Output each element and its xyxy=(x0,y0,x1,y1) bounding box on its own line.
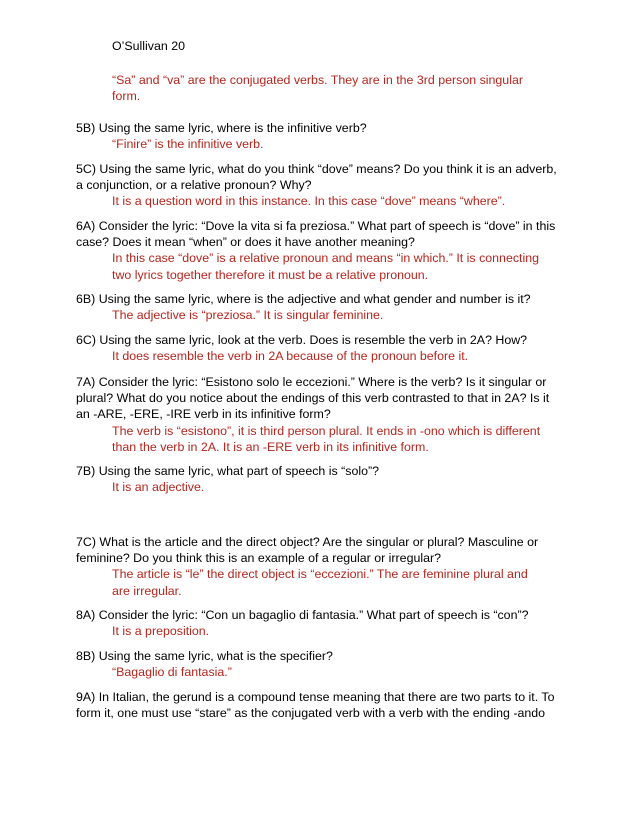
question xyxy=(76,161,586,193)
answer xyxy=(112,566,586,598)
answer-line: The article is “le” the direct object is “eccezioni.” The are feminine plural and xyxy=(112,567,528,582)
question-line: plural? What do you notice about the endings of this verb contrasted to that in 2A? Is it xyxy=(76,391,550,406)
question-line: an -ARE, -ERE, -IRE verb in its infinitive form? xyxy=(76,407,331,422)
answer-line: It is a preposition. xyxy=(112,624,210,639)
question-line: feminine? Do you think this is an example of a regular or irregular? xyxy=(76,551,442,566)
answer-block-5a xyxy=(76,72,586,104)
question-line: case? Does it mean “when” or does it have another meaning? xyxy=(76,235,415,250)
question-line: 6A) Consider the lyric: “Dove la vita si fa preziosa.” What part of speech is “dove” in this xyxy=(76,219,556,233)
answer-line: The verb is “esistono”, it is third person plural. It ends in -ono which is different xyxy=(112,423,541,438)
question-block-6b xyxy=(76,291,586,323)
question-line: 5C) Using the same lyric, what do you think “dove” means? Do you think it is an adverb, xyxy=(76,162,557,176)
answer-line: than the verb in 2A. It is an -ERE verb in its infinitive form. xyxy=(112,439,429,454)
question xyxy=(76,374,586,423)
question-line: form it, one must use “stare” as the conjugated verb with a verb with the ending -ando xyxy=(76,706,546,721)
question-line: 7A) Consider the lyric: “Esistono solo le eccezioni.” Where is the verb? Is it singular or xyxy=(76,375,547,389)
question xyxy=(76,291,586,307)
question xyxy=(76,218,586,250)
question-block-8b xyxy=(76,648,586,680)
answer xyxy=(112,136,586,152)
question-block-7a xyxy=(76,374,586,455)
page-header: O’Sullivan 20 xyxy=(112,39,186,53)
answer-line: It is a question word in this instance. In this case “dove” means “where”. xyxy=(112,194,506,209)
answer-line: “Sa” and “va” are the conjugated verbs. They are in the 3rd person singular xyxy=(112,73,523,87)
question xyxy=(76,463,586,479)
question-block-6c xyxy=(76,332,586,364)
answer-line: form. xyxy=(112,89,141,104)
question xyxy=(76,648,586,664)
question xyxy=(76,689,586,721)
answer xyxy=(112,479,586,495)
question-line: 6C) Using the same lyric, look at the verb. Does is resemble the verb in 2A? How? xyxy=(76,333,528,347)
answer-line: are irregular. xyxy=(112,583,182,598)
answer-line: In this case “dove” is a relative pronoun and means “in which.” It is connecting xyxy=(112,251,540,266)
question-line: 8B) Using the same lyric, what is the specifier? xyxy=(76,649,333,663)
question-line: 6B) Using the same lyric, where is the adjective and what gender and number is it? xyxy=(76,292,531,306)
answer xyxy=(112,348,586,364)
answer-line: It does resemble the verb in 2A because of the pronoun before it. xyxy=(112,349,469,364)
question-block-5c xyxy=(76,161,586,210)
answer-line: “Finire” is the infinitive verb. xyxy=(112,137,264,152)
question-block-8a xyxy=(76,607,586,639)
question-line: 9A) In Italian, the gerund is a compound tense meaning that there are two parts to it. To xyxy=(76,690,555,704)
question-line: 7B) Using the same lyric, what part of speech is “solo”? xyxy=(76,464,380,478)
question-line: 7C) What is the article and the direct object? Are the singular or plural? Masculine or xyxy=(76,535,539,549)
answer-line: “Bagaglio di fantasia.” xyxy=(112,665,232,680)
question xyxy=(76,534,586,566)
answer xyxy=(112,307,586,323)
answer xyxy=(112,423,586,455)
question-block-7c xyxy=(76,534,586,599)
answer xyxy=(112,250,586,282)
answer-line: The adjective is “preziosa.” It is singular feminine. xyxy=(112,308,384,323)
question xyxy=(76,332,586,348)
question-line: 5B) Using the same lyric, where is the infinitive verb? xyxy=(76,121,367,135)
answer xyxy=(112,623,586,639)
answer xyxy=(112,193,586,209)
question xyxy=(76,607,586,623)
question-line: 8A) Consider the lyric: “Con un bagaglio di fantasia.” What part of speech is “con”? xyxy=(76,608,529,622)
answer-line: two lyrics together therefore it must be a relative pronoun. xyxy=(112,267,429,282)
question-block-9a xyxy=(76,689,586,721)
answer xyxy=(112,72,586,104)
answer-line: It is an adjective. xyxy=(112,480,205,495)
question-line: a conjunction, or a relative pronoun? Why? xyxy=(76,178,312,193)
question-block-6a xyxy=(76,218,586,283)
question xyxy=(76,120,586,136)
answer xyxy=(112,664,586,680)
question-block-5b xyxy=(76,120,586,152)
question-block-7b xyxy=(76,463,586,495)
